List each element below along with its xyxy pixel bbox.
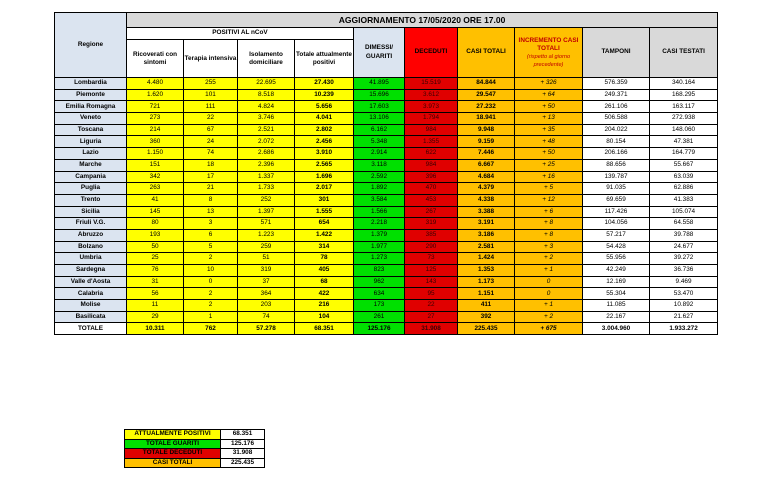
total-guariti: 125.176	[354, 323, 405, 335]
header-casi-testati: CASI TESTATI	[650, 28, 718, 78]
cell-terapia: 21	[184, 183, 238, 195]
cell-incremento: + 48	[515, 136, 583, 148]
cell-incremento: + 2	[515, 311, 583, 323]
table-row	[55, 300, 718, 312]
summary-value: 225.435	[221, 458, 265, 468]
summary-label: ATTUALMENTE POSITIVI	[125, 430, 221, 440]
cell-tamponi: 576.359	[583, 78, 650, 90]
cell-incremento: 0	[515, 288, 583, 300]
cell-deceduti: 385	[405, 229, 458, 241]
cell-incremento: + 326	[515, 78, 583, 90]
cell-casi-totali: 4.684	[458, 171, 515, 183]
cell-region-name: Sardegna	[55, 265, 127, 277]
table-row	[55, 89, 718, 101]
table-row	[55, 194, 718, 206]
summary-table	[124, 429, 265, 468]
cell-guariti: 634	[354, 288, 405, 300]
cell-tamponi: 249.371	[583, 89, 650, 101]
cell-ricoverati: 193	[127, 229, 184, 241]
total-terapia: 762	[184, 323, 238, 335]
cell-terapia: 24	[184, 136, 238, 148]
cell-tamponi: 55.304	[583, 288, 650, 300]
cell-region-name: Trento	[55, 194, 127, 206]
table-row	[55, 78, 718, 90]
cell-tamponi: 22.167	[583, 311, 650, 323]
table-row	[55, 124, 718, 136]
cell-casi-testati: 168.295	[650, 89, 718, 101]
cell-incremento: + 50	[515, 101, 583, 113]
cell-isolamento: 1.733	[238, 183, 295, 195]
cell-guariti: 2.218	[354, 218, 405, 230]
cell-deceduti: 319	[405, 218, 458, 230]
cell-ricoverati: 11	[127, 300, 184, 312]
cell-totale-positivi: 1.555	[295, 206, 354, 218]
table-row	[55, 311, 718, 323]
page-title: AGGIORNAMENTO 17/05/2020 ORE 17.00	[127, 13, 718, 28]
cell-isolamento: 2.521	[238, 124, 295, 136]
cell-region-name: Marche	[55, 159, 127, 171]
cell-ricoverati: 31	[127, 276, 184, 288]
cell-terapia: 10	[184, 265, 238, 277]
cell-terapia: 6	[184, 229, 238, 241]
cell-region-name: Emilia Romagna	[55, 101, 127, 113]
cell-deceduti: 73	[405, 253, 458, 265]
table-row	[55, 276, 718, 288]
cell-incremento: + 2	[515, 253, 583, 265]
cell-isolamento: 203	[238, 300, 295, 312]
cell-incremento: + 1	[515, 265, 583, 277]
summary-label: TOTALE GUARITI	[125, 439, 221, 449]
cell-tamponi: 11.085	[583, 300, 650, 312]
header-incremento-title: INCREMENTO CASI TOTALI	[518, 36, 579, 52]
cell-tamponi: 104.056	[583, 218, 650, 230]
cell-region-name: Sicilia	[55, 206, 127, 218]
cell-casi-testati: 21.627	[650, 311, 718, 323]
cell-casi-totali: 392	[458, 311, 515, 323]
cell-casi-testati: 105.074	[650, 206, 718, 218]
cell-isolamento: 2.072	[238, 136, 295, 148]
cell-deceduti: 1.355	[405, 136, 458, 148]
cell-guariti: 15.696	[354, 89, 405, 101]
cell-ricoverati: 4.480	[127, 78, 184, 90]
cell-deceduti: 267	[405, 206, 458, 218]
cell-tamponi: 12.169	[583, 276, 650, 288]
cell-guariti: 6.162	[354, 124, 405, 136]
cell-region-name: Basilicata	[55, 311, 127, 323]
cell-guariti: 13.106	[354, 113, 405, 125]
table-row	[55, 229, 718, 241]
cell-casi-totali: 29.547	[458, 89, 515, 101]
cell-totale-positivi: 405	[295, 265, 354, 277]
cell-terapia: 111	[184, 101, 238, 113]
table-row	[55, 159, 718, 171]
cell-incremento: + 1	[515, 300, 583, 312]
cell-totale-positivi: 314	[295, 241, 354, 253]
total-ricoverati: 10.311	[127, 323, 184, 335]
cell-totale-positivi: 422	[295, 288, 354, 300]
cell-tamponi: 80.154	[583, 136, 650, 148]
cell-casi-totali: 27.232	[458, 101, 515, 113]
cell-ricoverati: 360	[127, 136, 184, 148]
summary-label: CASI TOTALI	[125, 458, 221, 468]
header-deceduti: DECEDUTI	[405, 28, 458, 78]
table-row	[55, 206, 718, 218]
cell-deceduti: 290	[405, 241, 458, 253]
cell-guariti: 1.566	[354, 206, 405, 218]
cell-totale-positivi: 654	[295, 218, 354, 230]
total-incremento: + 675	[515, 323, 583, 335]
header-casi-totali: CASI TOTALI	[458, 28, 515, 78]
cell-incremento: + 16	[515, 171, 583, 183]
cell-region-name: Toscana	[55, 124, 127, 136]
cell-isolamento: 1.397	[238, 206, 295, 218]
cell-isolamento: 1.337	[238, 171, 295, 183]
cell-casi-totali: 18.941	[458, 113, 515, 125]
table-row	[55, 183, 718, 195]
cell-casi-totali: 84.844	[458, 78, 515, 90]
cell-tamponi: 204.022	[583, 124, 650, 136]
cell-guariti: 41.895	[354, 78, 405, 90]
cell-casi-testati: 164.779	[650, 148, 718, 160]
summary-value: 31.908	[221, 449, 265, 459]
cell-region-name: Liguria	[55, 136, 127, 148]
header-dimessi: DIMESSI/ GUARITI	[354, 28, 405, 78]
table-row	[55, 253, 718, 265]
cell-region-name: Campania	[55, 171, 127, 183]
cell-totale-positivi: 78	[295, 253, 354, 265]
cell-deceduti: 984	[405, 159, 458, 171]
cell-region-name: Lombardia	[55, 78, 127, 90]
cell-terapia: 13	[184, 206, 238, 218]
cell-deceduti: 95	[405, 288, 458, 300]
cell-casi-totali: 9.159	[458, 136, 515, 148]
cell-casi-totali: 1.173	[458, 276, 515, 288]
table-row	[55, 265, 718, 277]
cell-isolamento: 252	[238, 194, 295, 206]
cell-deceduti: 27	[405, 311, 458, 323]
cell-region-name: Abruzzo	[55, 229, 127, 241]
cell-casi-totali: 3.191	[458, 218, 515, 230]
table-row	[55, 148, 718, 160]
cell-isolamento: 37	[238, 276, 295, 288]
cell-incremento: + 64	[515, 89, 583, 101]
cell-incremento: + 6	[515, 206, 583, 218]
cell-casi-testati: 53.470	[650, 288, 718, 300]
cell-ricoverati: 151	[127, 159, 184, 171]
cell-deceduti: 396	[405, 171, 458, 183]
cell-terapia: 8	[184, 194, 238, 206]
cell-incremento: + 50	[515, 148, 583, 160]
cell-tamponi: 57.217	[583, 229, 650, 241]
cell-casi-totali: 7.446	[458, 148, 515, 160]
cell-region-name: Veneto	[55, 113, 127, 125]
cell-guariti: 3.118	[354, 159, 405, 171]
cell-isolamento: 259	[238, 241, 295, 253]
cell-terapia: 3	[184, 218, 238, 230]
cell-tamponi: 42.249	[583, 265, 650, 277]
cell-tamponi: 54.428	[583, 241, 650, 253]
cell-casi-totali: 4.379	[458, 183, 515, 195]
cell-totale-positivi: 68	[295, 276, 354, 288]
cell-casi-testati: 62.886	[650, 183, 718, 195]
cell-guariti: 1.977	[354, 241, 405, 253]
cell-totale-positivi: 10.239	[295, 89, 354, 101]
cell-incremento: + 12	[515, 194, 583, 206]
cell-casi-testati: 36.736	[650, 265, 718, 277]
table-row	[55, 113, 718, 125]
cell-deceduti: 143	[405, 276, 458, 288]
total-positivi: 68.351	[295, 323, 354, 335]
header-ricoverati: Ricoverati con sintomi	[127, 40, 184, 78]
header-totale-positivi: Totale attualmente positivi	[295, 40, 354, 78]
total-tamponi: 3.004.960	[583, 323, 650, 335]
cell-incremento: 0	[515, 276, 583, 288]
header-incremento-sub: (rispetto al giorno precedente)	[526, 53, 571, 68]
cell-guariti: 261	[354, 311, 405, 323]
table-row	[55, 288, 718, 300]
total-casi: 225.435	[458, 323, 515, 335]
cell-isolamento: 571	[238, 218, 295, 230]
cell-region-name: Calabria	[55, 288, 127, 300]
cell-tamponi: 55.956	[583, 253, 650, 265]
total-casi-testati: 1.933.272	[650, 323, 718, 335]
header-regione: Regione	[55, 13, 127, 78]
cell-region-name: Friuli V.G.	[55, 218, 127, 230]
cell-terapia: 22	[184, 113, 238, 125]
summary-label: TOTALE DECEDUTI	[125, 449, 221, 459]
cell-totale-positivi: 301	[295, 194, 354, 206]
summary-row	[125, 439, 265, 449]
cell-ricoverati: 25	[127, 253, 184, 265]
cell-casi-totali: 3.186	[458, 229, 515, 241]
cell-region-name: Umbria	[55, 253, 127, 265]
total-row	[55, 323, 718, 335]
summary-value: 125.176	[221, 439, 265, 449]
cell-incremento: + 8	[515, 218, 583, 230]
cell-deceduti: 453	[405, 194, 458, 206]
cell-casi-totali: 411	[458, 300, 515, 312]
cell-tamponi: 69.659	[583, 194, 650, 206]
cell-terapia: 2	[184, 300, 238, 312]
cell-totale-positivi: 216	[295, 300, 354, 312]
cell-totale-positivi: 27.430	[295, 78, 354, 90]
cell-ricoverati: 41	[127, 194, 184, 206]
cell-tamponi: 88.656	[583, 159, 650, 171]
cell-casi-testati: 272.938	[650, 113, 718, 125]
cell-casi-totali: 6.667	[458, 159, 515, 171]
cell-incremento: + 8	[515, 229, 583, 241]
cell-guariti: 2.914	[354, 148, 405, 160]
cell-guariti: 1.892	[354, 183, 405, 195]
cell-casi-totali: 1.353	[458, 265, 515, 277]
cell-ricoverati: 80	[127, 218, 184, 230]
cell-incremento: + 3	[515, 241, 583, 253]
cell-terapia: 1	[184, 311, 238, 323]
cell-isolamento: 1.223	[238, 229, 295, 241]
cell-isolamento: 2.396	[238, 159, 295, 171]
cell-tamponi: 117.426	[583, 206, 650, 218]
cell-totale-positivi: 3.910	[295, 148, 354, 160]
cell-casi-testati: 39.272	[650, 253, 718, 265]
header-tamponi: TAMPONI	[583, 28, 650, 78]
table-row	[55, 171, 718, 183]
cell-casi-testati: 163.117	[650, 101, 718, 113]
cell-ricoverati: 263	[127, 183, 184, 195]
cell-incremento: + 35	[515, 124, 583, 136]
cell-isolamento: 4.824	[238, 101, 295, 113]
cell-ricoverati: 76	[127, 265, 184, 277]
cell-casi-totali: 1.151	[458, 288, 515, 300]
cell-guariti: 5.348	[354, 136, 405, 148]
cell-totale-positivi: 2.456	[295, 136, 354, 148]
cell-terapia: 74	[184, 148, 238, 160]
cell-ricoverati: 1.150	[127, 148, 184, 160]
cell-deceduti: 22	[405, 300, 458, 312]
cell-isolamento: 2.686	[238, 148, 295, 160]
cell-deceduti: 3.612	[405, 89, 458, 101]
cell-ricoverati: 273	[127, 113, 184, 125]
cell-guariti: 823	[354, 265, 405, 277]
cell-casi-testati: 24.677	[650, 241, 718, 253]
cell-totale-positivi: 1.422	[295, 229, 354, 241]
cell-region-name: Bolzano	[55, 241, 127, 253]
table-row	[55, 136, 718, 148]
cell-guariti: 3.584	[354, 194, 405, 206]
covid-regional-table	[54, 12, 718, 335]
cell-totale-positivi: 1.696	[295, 171, 354, 183]
summary-row	[125, 458, 265, 468]
cell-isolamento: 8.518	[238, 89, 295, 101]
summary-row	[125, 430, 265, 440]
cell-guariti: 17.603	[354, 101, 405, 113]
cell-region-name: Puglia	[55, 183, 127, 195]
cell-tamponi: 506.588	[583, 113, 650, 125]
header-positivi-group: POSITIVI AL nCoV	[127, 28, 354, 40]
cell-isolamento: 3.746	[238, 113, 295, 125]
cell-ricoverati: 342	[127, 171, 184, 183]
cell-terapia: 5	[184, 241, 238, 253]
cell-terapia: 101	[184, 89, 238, 101]
cell-region-name: Molise	[55, 300, 127, 312]
cell-terapia: 2	[184, 253, 238, 265]
cell-totale-positivi: 2.802	[295, 124, 354, 136]
cell-isolamento: 319	[238, 265, 295, 277]
cell-casi-testati: 340.164	[650, 78, 718, 90]
cell-terapia: 255	[184, 78, 238, 90]
cell-tamponi: 139.787	[583, 171, 650, 183]
cell-casi-totali: 4.338	[458, 194, 515, 206]
cell-terapia: 0	[184, 276, 238, 288]
total-label: TOTALE	[55, 323, 127, 335]
cell-casi-testati: 41.383	[650, 194, 718, 206]
cell-guariti: 2.592	[354, 171, 405, 183]
cell-guariti: 173	[354, 300, 405, 312]
cell-region-name: Piemonte	[55, 89, 127, 101]
cell-ricoverati: 1.620	[127, 89, 184, 101]
cell-deceduti: 984	[405, 124, 458, 136]
cell-casi-testati: 10.892	[650, 300, 718, 312]
cell-casi-totali: 2.581	[458, 241, 515, 253]
header-incremento	[515, 28, 583, 78]
cell-guariti: 1.273	[354, 253, 405, 265]
cell-casi-totali: 3.388	[458, 206, 515, 218]
cell-ricoverati: 214	[127, 124, 184, 136]
cell-incremento: + 25	[515, 159, 583, 171]
cell-ricoverati: 50	[127, 241, 184, 253]
header-isolamento: Isolamento domiciliare	[238, 40, 295, 78]
cell-incremento: + 13	[515, 113, 583, 125]
cell-totale-positivi: 2.565	[295, 159, 354, 171]
cell-region-name: Lazio	[55, 148, 127, 160]
cell-ricoverati: 721	[127, 101, 184, 113]
cell-casi-testati: 64.558	[650, 218, 718, 230]
total-deceduti: 31.908	[405, 323, 458, 335]
cell-totale-positivi: 104	[295, 311, 354, 323]
cell-casi-testati: 148.060	[650, 124, 718, 136]
cell-ricoverati: 29	[127, 311, 184, 323]
cell-ricoverati: 56	[127, 288, 184, 300]
cell-terapia: 2	[184, 288, 238, 300]
cell-deceduti: 15.519	[405, 78, 458, 90]
cell-casi-totali: 1.424	[458, 253, 515, 265]
header-terapia: Terapia intensiva	[184, 40, 238, 78]
cell-isolamento: 74	[238, 311, 295, 323]
cell-tamponi: 91.035	[583, 183, 650, 195]
table-row	[55, 218, 718, 230]
total-isolamento: 57.278	[238, 323, 295, 335]
cell-deceduti: 3.973	[405, 101, 458, 113]
cell-guariti: 962	[354, 276, 405, 288]
cell-casi-totali: 9.948	[458, 124, 515, 136]
cell-tamponi: 261.106	[583, 101, 650, 113]
cell-casi-testati: 9.469	[650, 276, 718, 288]
cell-terapia: 67	[184, 124, 238, 136]
cell-guariti: 1.379	[354, 229, 405, 241]
cell-tamponi: 206.166	[583, 148, 650, 160]
cell-casi-testati: 55.667	[650, 159, 718, 171]
cell-casi-testati: 63.039	[650, 171, 718, 183]
cell-ricoverati: 145	[127, 206, 184, 218]
cell-casi-testati: 39.788	[650, 229, 718, 241]
cell-isolamento: 364	[238, 288, 295, 300]
cell-isolamento: 22.695	[238, 78, 295, 90]
cell-deceduti: 1.794	[405, 113, 458, 125]
cell-isolamento: 51	[238, 253, 295, 265]
cell-deceduti: 622	[405, 148, 458, 160]
cell-casi-testati: 47.381	[650, 136, 718, 148]
table-row	[55, 241, 718, 253]
summary-row	[125, 449, 265, 459]
cell-terapia: 18	[184, 159, 238, 171]
cell-deceduti: 125	[405, 265, 458, 277]
cell-totale-positivi: 5.656	[295, 101, 354, 113]
table-row	[55, 101, 718, 113]
cell-region-name: Valle d'Aosta	[55, 276, 127, 288]
cell-terapia: 17	[184, 171, 238, 183]
cell-totale-positivi: 2.017	[295, 183, 354, 195]
cell-incremento: + 5	[515, 183, 583, 195]
cell-deceduti: 470	[405, 183, 458, 195]
summary-value: 68.351	[221, 430, 265, 440]
cell-totale-positivi: 4.041	[295, 113, 354, 125]
